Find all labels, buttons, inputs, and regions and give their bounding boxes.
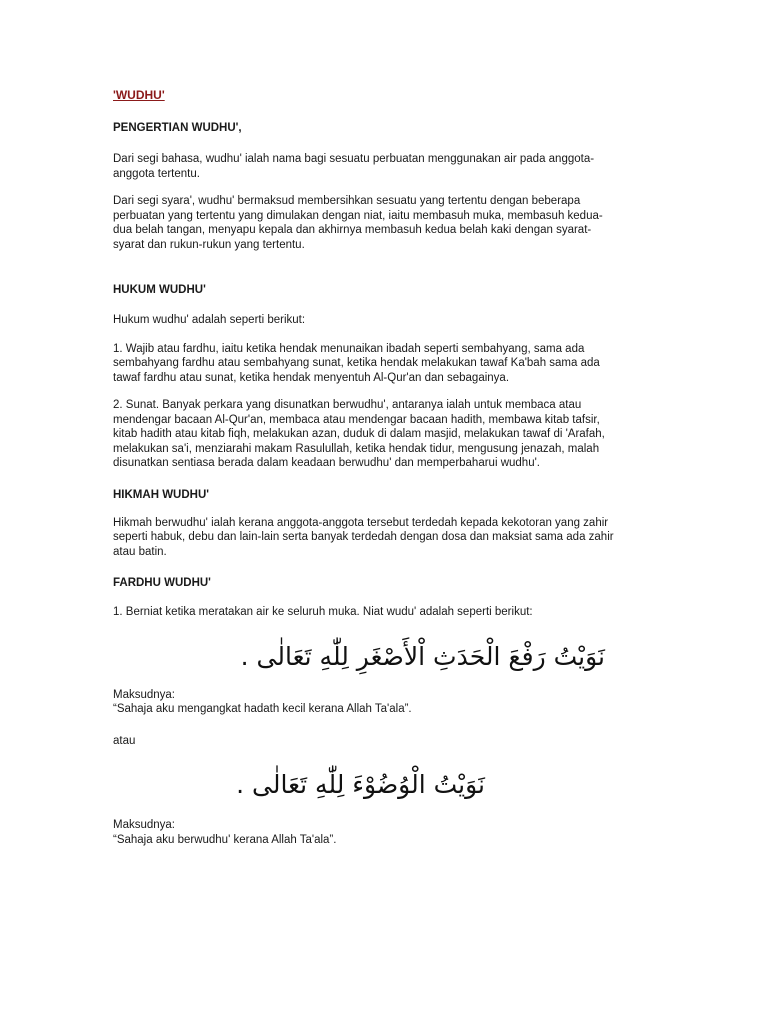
- text-line: anggota tertentu.: [113, 167, 200, 180]
- meaning-label: Maksudnya:: [113, 819, 176, 831]
- heading-law: HUKUM WUDHU': [113, 284, 206, 296]
- arabic-intention-1: نَوَيْتُ رَفْعَ الْحَدَثِ اْلأَصْغَرِ لِلّٰهِ تَعَالٰى .: [240, 641, 605, 671]
- law-item-sunnah: [113, 398, 653, 471]
- text-line: perbuatan yang tertentu yang dimulakan dengan niat, iaitu membasuh muka, membasuh kedua-: [113, 209, 603, 222]
- meaning-label: Maksudnya:: [113, 688, 176, 701]
- text-line: dua belah tangan, menyapu kepala dan akhirnya membasuh kedua belah kaki dengan syarat-: [113, 224, 592, 236]
- text-line: Dari segi bahasa, wudhu' ialah nama bagi sesuatu perbuatan menggunakan air pada anggota-: [113, 153, 595, 165]
- text-line: 1. Wajib atau fardhu, iaitu ketika hendak menunaikan ibadah seperti sembahyang, sama ada: [113, 342, 585, 355]
- arabic-intention-2: نَوَيْتُ الْوُضُوْءَ لِلّٰهِ تَعَالٰى .: [236, 770, 485, 799]
- text-line: atau batin.: [113, 545, 167, 558]
- text-line: sembahyang fardhu atau sembahyang sunat, ketika hendak melakukan tawaf Ka'bah sama ada: [113, 357, 600, 369]
- meaning-text: “Sahaja aku berwudhu' kerana Allah Ta'ala”.: [113, 833, 337, 846]
- meaning-text: “Sahaja aku mengangkat hadath kecil kerana Allah Ta'ala”.: [113, 703, 412, 715]
- text-line: mendengar bacaan Al-Qur'an, membaca atau mendengar bacaan hadith, membawa kitab tafsir,: [113, 413, 600, 426]
- document-title: 'WUDHU': [113, 88, 165, 102]
- law-item-obligatory: [113, 342, 653, 386]
- text-line: 2. Sunat. Banyak perkara yang disunatkan berwudhu', antaranya ialah untuk membaca atau: [113, 399, 582, 411]
- law-intro: Hukum wudhu' adalah seperti berikut:: [113, 314, 306, 326]
- heading-obligatory: FARDHU WUDHU': [113, 577, 211, 589]
- obligatory-item-intention: 1. Berniat ketika meratakan air ke seluruh muka. Niat wudu' adalah seperti berikut:: [113, 606, 533, 618]
- heading-wisdom: HIKMAH WUDHU': [113, 488, 209, 501]
- text-line: tawaf fardhu atau sunat, ketika hendak menyentuh Al-Qur'an dan sebagainya.: [113, 371, 510, 384]
- text-line: Hikmah berwudhu' ialah kerana anggota-anggota tersebut terdedah kepada kekotoran yang zahir: [113, 516, 609, 529]
- text-line: Dari segi syara', wudhu' bermaksud membersihkan sesuatu yang tertentu dengan beberapa: [113, 195, 581, 207]
- text-line: disunatkan sentiasa berada dalam keadaan berwudhu' dan memperbaharui wudhu'.: [113, 457, 540, 469]
- definition-paragraph-language: [113, 152, 653, 181]
- wisdom-paragraph: [113, 516, 653, 560]
- or-label: atau: [113, 734, 136, 747]
- text-line: kitab hadith atau kitab fiqh, melakukan azan, duduk di dalam masjid, melakukan tawaf di 'Arafah,: [113, 428, 605, 440]
- text-line: syarat dan rukun-rukun yang tertentu.: [113, 238, 305, 251]
- definition-paragraph-syarak: [113, 194, 653, 252]
- text-line: seperti habuk, debu dan lain-lain serta banyak terdedah dengan dosa dan maksiat sama ada zahir: [113, 531, 614, 543]
- text-line: melakukan sa'i, menziarahi makam Rasulullah, ketika hendak tidur, mengusung jenazah, malah: [113, 442, 600, 455]
- heading-definition: PENGERTIAN WUDHU',: [113, 122, 242, 134]
- document-page: [113, 88, 653, 847]
